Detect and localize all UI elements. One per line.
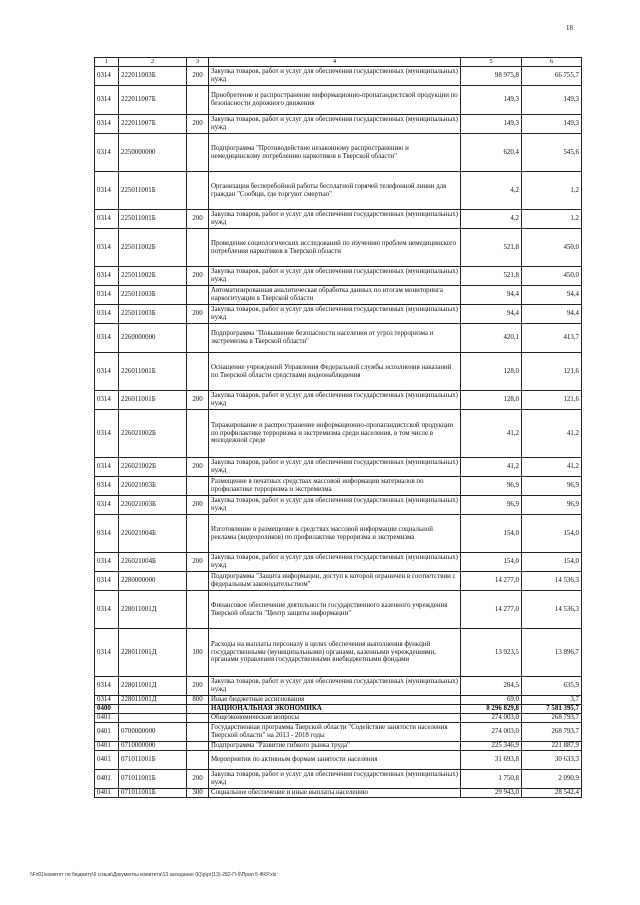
table-row (95, 477, 582, 496)
table-row (95, 172, 582, 210)
target-article-cell: 222011003Б (119, 67, 187, 86)
section-code-cell: 0400 (95, 705, 119, 714)
description-cell: Приобретение и распространение информационно-пропагандистской продукции по безопасности дорожного движения (209, 86, 461, 115)
description-cell: Закупка товаров, работ и услуг для обеспечения государственных (муниципальных) нужд (209, 115, 461, 134)
amount-plan-cell: 154,0 (461, 515, 522, 553)
amount-actual-cell: 2 090,9 (522, 770, 582, 789)
target-article-cell: 0700000000 (119, 723, 187, 742)
amount-actual-cell: 413,7 (522, 324, 582, 353)
expense-type-cell (187, 723, 209, 742)
description-cell: Подпрограмма "Защита информации, доступ к которой ограничен в соответствии с федеральным законодательством" (209, 572, 461, 591)
amount-actual-cell: 450,0 (522, 267, 582, 286)
table-row (95, 705, 582, 714)
expense-type-cell (187, 705, 209, 714)
amount-plan-cell: 420,1 (461, 324, 522, 353)
header-cell: 2 (119, 58, 187, 67)
amount-actual-cell: 268 793,7 (522, 714, 582, 723)
table-row (95, 410, 582, 458)
section-code-cell: 0314 (95, 410, 119, 458)
amount-actual-cell: 94,4 (522, 305, 582, 324)
table-row (95, 67, 582, 86)
amount-plan-cell: 1 750,8 (461, 770, 522, 789)
table-row (95, 677, 582, 696)
amount-actual-cell: 96,9 (522, 477, 582, 496)
page-number: 18 (566, 24, 573, 32)
section-code-cell: 0314 (95, 267, 119, 286)
table-row (95, 629, 582, 677)
budget-table (94, 57, 582, 798)
expense-type-cell: 800 (187, 696, 209, 705)
target-article-cell: 071011001Б (119, 751, 187, 770)
target-article-cell: 222011007Б (119, 86, 187, 115)
table-row (95, 696, 582, 705)
amount-plan-cell: 4,2 (461, 172, 522, 210)
table-row (95, 286, 582, 305)
description-cell: НАЦИОНАЛЬНАЯ ЭКОНОМИКА (209, 705, 461, 714)
expense-type-cell (187, 229, 209, 267)
amount-plan-cell: 620,4 (461, 134, 522, 172)
target-article-cell: 225011002Б (119, 229, 187, 267)
target-article-cell: 226021003Б (119, 496, 187, 515)
amount-actual-cell: 41,2 (522, 410, 582, 458)
amount-actual-cell: 1,2 (522, 210, 582, 229)
target-article-cell: 222011007Б (119, 115, 187, 134)
description-cell: Закупка товаров, работ и услуг для обеспечения государственных (муниципальных) нужд (209, 496, 461, 515)
section-code-cell: 0314 (95, 324, 119, 353)
target-article-cell: 071011001Б (119, 789, 187, 798)
expense-type-cell: 200 (187, 115, 209, 134)
description-cell: Закупка товаров, работ и услуг для обеспечения государственных (муниципальных) нужд (209, 305, 461, 324)
target-article-cell: 2250000000 (119, 134, 187, 172)
target-article-cell: 225011001Б (119, 172, 187, 210)
expense-type-cell: 100 (187, 629, 209, 677)
expense-type-cell (187, 172, 209, 210)
header-cell: 3 (187, 58, 209, 67)
section-code-cell: 0314 (95, 515, 119, 553)
target-article-cell: 2260000000 (119, 324, 187, 353)
table-row (95, 751, 582, 770)
description-cell: Подпрограмма "Противодействие незаконному распространению и немедицинскому потреблению наркотиков в Тверской области" (209, 134, 461, 172)
target-article-cell: 228011001Д (119, 677, 187, 696)
amount-plan-cell: 98 975,8 (461, 67, 522, 86)
expense-type-cell: 200 (187, 210, 209, 229)
amount-plan-cell: 96,9 (461, 496, 522, 515)
expense-type-cell (187, 86, 209, 115)
section-code-cell: 0314 (95, 229, 119, 267)
target-article-cell (119, 705, 187, 714)
amount-plan-cell: 29 943,0 (461, 789, 522, 798)
amount-plan-cell: 521,8 (461, 229, 522, 267)
description-cell: Подпрограмма "Развитие гибкого рынка труда" (209, 742, 461, 751)
description-cell: Организация бесперебойной работы бесплатной горячей телефонной линии для граждан "Сообщи, где торгуют смертью" (209, 172, 461, 210)
expense-type-cell: 300 (187, 789, 209, 798)
expense-type-cell (187, 134, 209, 172)
header-cell: 1 (95, 58, 119, 67)
amount-plan-cell: 69,0 (461, 696, 522, 705)
file-path-footer: \\Fs01\комитет по бюджету\6 созыв\Документы комитета\13 заседание (К)\р\рг(13)-282-П-б\Прил 5-ФКР.xls (30, 872, 277, 878)
expense-type-cell: 200 (187, 458, 209, 477)
expense-type-cell: 200 (187, 267, 209, 286)
target-article-cell: 225011003Б (119, 286, 187, 305)
description-cell: Закупка товаров, работ и услуг для обеспечения государственных (муниципальных) нужд (209, 210, 461, 229)
description-cell: Подпрограмма "Повышение безопасности населения от угроз терроризма и экстремизма в Тверской области" (209, 324, 461, 353)
section-code-cell: 0314 (95, 677, 119, 696)
section-code-cell: 0401 (95, 770, 119, 789)
expense-type-cell: 200 (187, 553, 209, 572)
description-cell: Размещение в печатных средствах массовой информации материалов по профилактике терроризма и экстремизма (209, 477, 461, 496)
amount-plan-cell: 14 277,0 (461, 572, 522, 591)
description-cell: Закупка товаров, работ и услуг для обеспечения государственных (муниципальных) нужд (209, 267, 461, 286)
amount-actual-cell: 96,9 (522, 496, 582, 515)
amount-plan-cell: 94,4 (461, 286, 522, 305)
amount-actual-cell: 14 536,3 (522, 572, 582, 591)
amount-plan-cell: 149,3 (461, 86, 522, 115)
amount-actual-cell: 635,9 (522, 677, 582, 696)
table-row (95, 742, 582, 751)
target-article-cell: 226021003Б (119, 477, 187, 496)
expense-type-cell (187, 714, 209, 723)
target-article-cell: 226011001Б (119, 353, 187, 391)
section-code-cell: 0314 (95, 496, 119, 515)
amount-plan-cell: 31 693,8 (461, 751, 522, 770)
table-row (95, 515, 582, 553)
section-code-cell: 0314 (95, 172, 119, 210)
target-article-cell: 228011001Д (119, 591, 187, 629)
amount-actual-cell: 3,7 (522, 696, 582, 705)
amount-actual-cell: 121,6 (522, 353, 582, 391)
section-code-cell: 0314 (95, 629, 119, 677)
expense-type-cell (187, 477, 209, 496)
amount-plan-cell: 94,4 (461, 305, 522, 324)
expense-type-cell: 200 (187, 67, 209, 86)
section-code-cell: 0314 (95, 591, 119, 629)
table-header-row (95, 58, 582, 67)
section-code-cell: 0314 (95, 305, 119, 324)
amount-plan-cell: 96,9 (461, 477, 522, 496)
description-cell: Мероприятия по активным формам занятости населения (209, 751, 461, 770)
table-row (95, 572, 582, 591)
section-code-cell: 0401 (95, 789, 119, 798)
description-cell: Проведение социологических исследований по изучению проблем немедицинского потребления наркотиков в Тверской области (209, 229, 461, 267)
amount-actual-cell: 94,4 (522, 286, 582, 305)
target-article-cell: 228011001Д (119, 696, 187, 705)
amount-actual-cell: 154,0 (522, 515, 582, 553)
table-row (95, 591, 582, 629)
expense-type-cell: 200 (187, 496, 209, 515)
description-cell: Социальное обеспечение и иные выплаты населению (209, 789, 461, 798)
amount-actual-cell: 149,3 (522, 86, 582, 115)
amount-actual-cell: 30 633,3 (522, 751, 582, 770)
section-code-cell: 0314 (95, 477, 119, 496)
target-article-cell: 0710000000 (119, 742, 187, 751)
table-row (95, 267, 582, 286)
description-cell: Финансовое обеспечение деятельности государственного казенного учреждения Тверской области "Центр защиты информации" (209, 591, 461, 629)
description-cell: Закупка товаров, работ и услуг для обеспечения государственных (муниципальных) нужд (209, 677, 461, 696)
description-cell: Закупка товаров, работ и услуг для обеспечения государственных (муниципальных) нужд (209, 67, 461, 86)
expense-type-cell (187, 324, 209, 353)
amount-plan-cell: 4,2 (461, 210, 522, 229)
expense-type-cell: 200 (187, 677, 209, 696)
expense-type-cell (187, 515, 209, 553)
table-row (95, 458, 582, 477)
table-row (95, 324, 582, 353)
amount-plan-cell: 154,0 (461, 553, 522, 572)
section-code-cell: 0314 (95, 286, 119, 305)
expense-type-cell (187, 353, 209, 391)
amount-plan-cell: 14 277,0 (461, 591, 522, 629)
amount-actual-cell: 1,2 (522, 172, 582, 210)
table-row (95, 305, 582, 324)
amount-plan-cell: 41,2 (461, 458, 522, 477)
amount-actual-cell: 154,0 (522, 553, 582, 572)
description-cell: Иные бюджетные ассигнования (209, 696, 461, 705)
expense-type-cell: 200 (187, 305, 209, 324)
target-article-cell: 226021002Б (119, 458, 187, 477)
table-row (95, 714, 582, 723)
description-cell: Закупка товаров, работ и услуг для обеспечения государственных (муниципальных) нужд (209, 553, 461, 572)
table-row (95, 115, 582, 134)
description-cell: Расходы на выплаты персоналу в целях обеспечения выполнения функций государственными (муниципальными) органами, казенными учреждениями, органами управления государственными внебюджетными фондами (209, 629, 461, 677)
section-code-cell: 0314 (95, 134, 119, 172)
table-row (95, 391, 582, 410)
amount-actual-cell: 121,6 (522, 391, 582, 410)
amount-actual-cell: 28 542,4 (522, 789, 582, 798)
section-code-cell: 0401 (95, 723, 119, 742)
section-code-cell: 0314 (95, 86, 119, 115)
target-article-cell: 225011002Б (119, 267, 187, 286)
section-code-cell: 0401 (95, 742, 119, 751)
table-row (95, 210, 582, 229)
amount-actual-cell: 41,2 (522, 458, 582, 477)
section-code-cell: 0314 (95, 210, 119, 229)
expense-type-cell (187, 751, 209, 770)
target-article-cell: 2280000000 (119, 572, 187, 591)
expense-type-cell (187, 572, 209, 591)
section-code-cell: 0314 (95, 391, 119, 410)
amount-plan-cell: 274 003,0 (461, 714, 522, 723)
expense-type-cell (187, 742, 209, 751)
amount-plan-cell: 128,0 (461, 353, 522, 391)
expense-type-cell: 200 (187, 391, 209, 410)
expense-type-cell (187, 591, 209, 629)
table-row (95, 770, 582, 789)
amount-actual-cell: 221 887,9 (522, 742, 582, 751)
section-code-cell: 0314 (95, 67, 119, 86)
amount-actual-cell: 14 536,3 (522, 591, 582, 629)
section-code-cell: 0314 (95, 458, 119, 477)
target-article-cell: 226011001Б (119, 391, 187, 410)
target-article-cell: 071011001Б (119, 770, 187, 789)
amount-actual-cell: 66 755,7 (522, 67, 582, 86)
description-cell: Закупка товаров, работ и услуг для обеспечения государственных (муниципальных) нужд (209, 391, 461, 410)
table-row (95, 353, 582, 391)
table-row (95, 229, 582, 267)
amount-plan-cell: 13 923,5 (461, 629, 522, 677)
description-cell: Государственная программа Тверской области "Содействие занятости населения Тверской области" на 2013 - 2018 годы (209, 723, 461, 742)
expense-type-cell: 200 (187, 770, 209, 789)
amount-plan-cell: 274 003,0 (461, 723, 522, 742)
section-code-cell: 0314 (95, 115, 119, 134)
target-article-cell: 226021002Б (119, 410, 187, 458)
target-article-cell: 225011001Б (119, 210, 187, 229)
table-row (95, 723, 582, 742)
section-code-cell: 0401 (95, 751, 119, 770)
amount-plan-cell: 521,8 (461, 267, 522, 286)
table-row (95, 496, 582, 515)
amount-actual-cell: 450,0 (522, 229, 582, 267)
amount-actual-cell: 149,3 (522, 115, 582, 134)
header-cell: 6 (522, 58, 582, 67)
description-cell: Изготовление и размещение в средствах массовой информации социальной рекламы (видеороликов) по профилактике терроризма и экстремизма (209, 515, 461, 553)
header-cell: 4 (209, 58, 461, 67)
section-code-cell: 0401 (95, 714, 119, 723)
header-cell: 5 (461, 58, 522, 67)
amount-plan-cell: 149,3 (461, 115, 522, 134)
amount-plan-cell: 128,0 (461, 391, 522, 410)
section-code-cell: 0314 (95, 353, 119, 391)
amount-actual-cell: 13 896,7 (522, 629, 582, 677)
amount-plan-cell: 225 346,9 (461, 742, 522, 751)
section-code-cell: 0314 (95, 553, 119, 572)
table-row (95, 553, 582, 572)
table-row (95, 789, 582, 798)
amount-actual-cell: 545,6 (522, 134, 582, 172)
table-row (95, 86, 582, 115)
expense-type-cell (187, 286, 209, 305)
amount-plan-cell: 41,2 (461, 410, 522, 458)
expense-type-cell (187, 410, 209, 458)
amount-plan-cell: 8 296 829,8 (461, 705, 522, 714)
description-cell: Оснащение учреждений Управления Федеральной службы исполнения наказаний по Тверской области средствами видеонаблюдения (209, 353, 461, 391)
description-cell: Автоматизированная аналитическая обработка данных по итогам мониторинга наркоситуации в Тверской области (209, 286, 461, 305)
amount-actual-cell: 268 793,7 (522, 723, 582, 742)
section-code-cell: 0314 (95, 696, 119, 705)
table-row (95, 134, 582, 172)
target-article-cell: 225011003Б (119, 305, 187, 324)
description-cell: Закупка товаров, работ и услуг для обеспечения государственных (муниципальных) нужд (209, 458, 461, 477)
description-cell: Тиражирование и распространение информационно-пропагандистской продукции по профилактике терроризма и экстремизма среди населения, в том числе в молодежной среде (209, 410, 461, 458)
section-code-cell: 0314 (95, 572, 119, 591)
target-article-cell: 226021004Б (119, 515, 187, 553)
target-article-cell (119, 714, 187, 723)
target-article-cell: 226021004Б (119, 553, 187, 572)
amount-actual-cell: 7 581 395,7 (522, 705, 582, 714)
description-cell: Закупка товаров, работ и услуг для обеспечения государственных (муниципальных) нужд (209, 770, 461, 789)
description-cell: Общеэкономические вопросы (209, 714, 461, 723)
amount-plan-cell: 284,5 (461, 677, 522, 696)
target-article-cell: 228011001Д (119, 629, 187, 677)
